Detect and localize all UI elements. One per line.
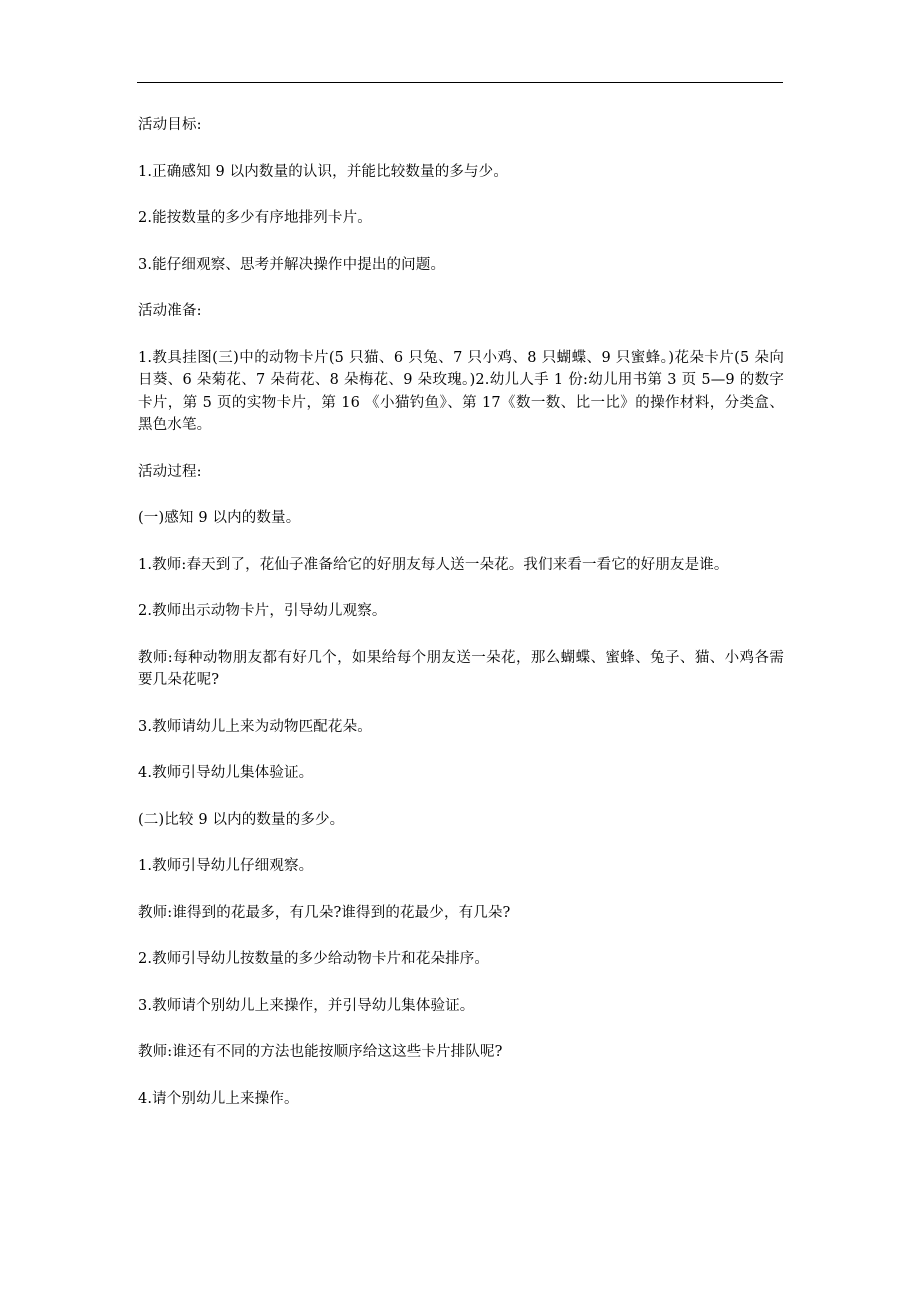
process-step: 4.请个别幼儿上来操作。 bbox=[138, 1090, 299, 1107]
section-heading-preparation: 活动准备: bbox=[138, 303, 202, 319]
process-step: 3.教师请个别幼儿上来操作，并引导幼儿集体验证。 bbox=[138, 997, 475, 1014]
preparation-paragraph: 1.教具挂图(三)中的动物卡片(5 只猫、6 只兔、7 只小鸡、8 只蝴蝶、9 只蜜蜂。)花朵卡片(5 朵向日葵、6 朵菊花、7 朵荷花、8 朵梅花、9 朵玫瑰。)2.幼儿人手 1 份:幼儿用书第 3 页 5—9 的数字卡片，第 5 页的实物卡片，第 16 《小猫钓鱼》、第 17《数一数、比一比》的操作材料，分类盒、黑色水笔。 bbox=[138, 349, 784, 433]
teacher-quote: 教师:谁还有不同的方法也能按顺序给这这些卡片排队呢? bbox=[138, 1044, 503, 1060]
document-body bbox=[138, 114, 784, 1134]
teacher-quote: 教师:每种动物朋友都有好几个，如果给每个朋友送一朵花，那么蝴蝶、蜜蜂、兔子、猫、小鸡各需要几朵花呢? bbox=[138, 649, 784, 688]
process-step: 3.教师请幼儿上来为动物匹配花朵。 bbox=[138, 718, 372, 735]
section-heading-process: 活动过程: bbox=[138, 463, 202, 480]
header-rule bbox=[137, 82, 783, 83]
goal-item-3: 3.能仔细观察、思考并解决操作中提出的问题。 bbox=[138, 256, 446, 273]
process-step: 1.教师:春天到了，花仙子准备给它的好朋友每人送一朵花。我们来看一看它的好朋友是谁。 bbox=[138, 556, 729, 573]
process-step: 4.教师引导幼儿集体验证。 bbox=[138, 765, 314, 781]
teacher-quote: 教师:谁得到的花最多，有几朵?谁得到的花最少，有几朵? bbox=[138, 904, 511, 921]
process-step: 2.教师引导幼儿按数量的多少给动物卡片和花朵排序。 bbox=[138, 951, 490, 967]
goal-item-1: 1.正确感知 9 以内数量的认识，并能比较数量的多与少。 bbox=[138, 163, 508, 180]
section-heading-goals: 活动目标: bbox=[138, 117, 202, 133]
subsection-heading-2: (二)比较 9 以内的数量的多少。 bbox=[138, 811, 345, 828]
goal-item-2: 2.能按数量的多少有序地排列卡片。 bbox=[138, 210, 372, 226]
process-step: 2.教师出示动物卡片，引导幼儿观察。 bbox=[138, 603, 387, 619]
subsection-heading-1: (一)感知 9 以内的数量。 bbox=[138, 510, 301, 526]
process-step: 1.教师引导幼儿仔细观察。 bbox=[138, 858, 314, 874]
